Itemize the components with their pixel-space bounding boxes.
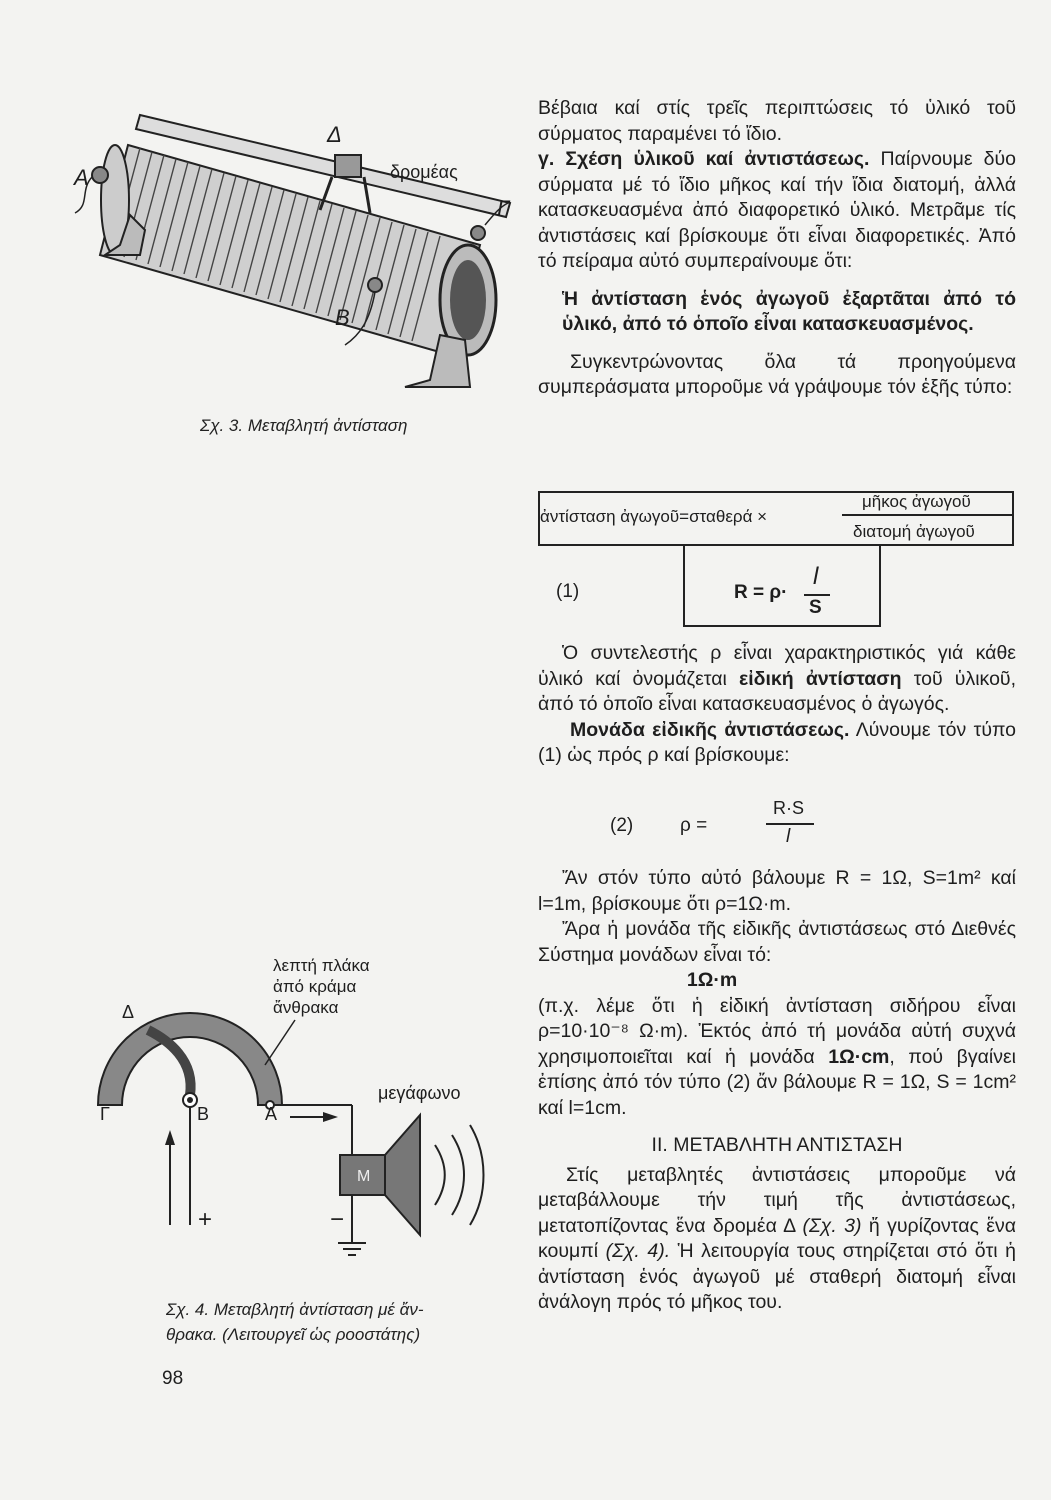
si-unit: 1Ω·m (686, 969, 738, 991)
fig4-label-delta: Δ (122, 1002, 135, 1022)
fig4-label-minus: − (330, 1206, 345, 1233)
formula-2-fraction-line (766, 823, 814, 825)
figure-4-caption: Σχ. 4. Μεταβλητή ἀντίσταση μέ ἄν- θρακα. (Λειτουργεῖ ὡς ροοστάτης) (166, 1300, 424, 1344)
conclusion-statement: Ἡ ἀντίσταση ἑνός ἀγωγοῦ ἐξαρτᾶται ἀπό τό ὑλικό, ἀπό τό ὁποῖο εἶναι κατασκευασμένος. (562, 287, 1016, 335)
page-number: 98 (162, 1368, 184, 1389)
paragraph-6: Μονάδα εἰδικῆς ἀντιστάσεως. Λύνουμε τόν τύπο (1) ὡς πρός ρ καί βρίσκουμε: (538, 718, 1017, 766)
fig4-label-m: Μ (357, 1168, 371, 1185)
figure-4-circuit-drawing (90, 995, 510, 1285)
section-heading-material: γ. Σχέση ὑλικοῦ καί ἀντιστάσεως. (538, 148, 870, 170)
figure-3-rheostat-drawing (70, 95, 530, 400)
fig3-label-beta: Β (335, 305, 350, 330)
rheostat-body (75, 115, 510, 387)
formula-1-fraction-line (804, 594, 830, 596)
formula-box-left: ἀντίσταση ἀγωγοῦ=σταθερά × (540, 507, 768, 526)
formula-1-numerator: l (813, 563, 819, 590)
fig4-label-plate: λεπτή πλάκα ἀπό κράμα ἄνθρακα (273, 956, 370, 1017)
paragraph-1: Βέβαια καί στίς τρεῖς περιπτώσεις τό ὑλικό τοῦ σύρματος παραμένει τό ἴδιο. (538, 97, 1016, 145)
formula-box-numerator: μῆκος ἀγωγοῦ (862, 492, 971, 511)
paragraph-9: (π.χ. λέμε ὅτι ἡ εἰδική ἀντίσταση σιδήρου εἶναι ρ=10·10⁻⁸ Ω·m). Ἐκτός ἀπό τή μονάδα αὐτή συχνά χρησιμοποιεῖται καί ἡ μονάδα 1Ω·cm, πού βγαίνει ἐπίσης ἀπό τόν τύπο (2) ἄν βάλουμε R = 1Ω, S = 1cm² καί l=1cm. (538, 994, 1016, 1119)
paragraph-2: γ. Σχέση ὑλικοῦ καί ἀντιστάσεως. Παίρνουμε δύο σύρματα μέ τό ἴδιο μῆκος καί τήν ἴδια διατομή, ἀλλά κατασκευασμένα ἀπό διαφορετικό ὑλικό. Μετρᾶμε τίς ἀντιστάσεις καί βρίσκουμε ὅτι εἶναι διαφορετικές. Ἀπό τό πείραμα αὐτό συμπεραίνουμε ὅτι: (538, 148, 1016, 272)
formula-1-denominator: S (809, 597, 822, 618)
fig4-label-gamma: Γ (100, 1104, 110, 1124)
paragraph-7: Ἄν στόν τύπο αὐτό βάλουμε R = 1Ω, S=1m² καί l=1m, βρίσκουμε ὅτι ρ=1Ω·m. (538, 867, 1016, 915)
fig4-label-alpha: Α (265, 1104, 278, 1124)
section-heading-variable-resistance: ΙΙ. ΜΕΤΑΒΛΗΤΗ ΑΝΤΙΣΤΑΣΗ (651, 1134, 903, 1156)
paragraph-8: Ἄρα ἡ μονάδα τῆς εἰδικῆς ἀντιστάσεως στό Διεθνές Σύστημα μονάδων εἶναι τό: (538, 918, 1016, 966)
section-heading-unit: Μονάδα εἰδικῆς ἀντιστάσεως. (570, 718, 850, 741)
formula-box-denominator: διατομή ἀγωγοῦ (853, 522, 975, 541)
paragraph-5: Ὁ συντελεστής ρ εἶναι χαρακτηριστικός γιά κάθε ὑλικό καί ὀνομάζεται εἰδική ἀντίσταση τοῦ ὑλικοῦ, ἀπό τό ὁποῖο εἶναι κατασκευασμένος ὁ ἀγωγός. (538, 642, 1016, 715)
figure-3-caption: Σχ. 3. Μεταβλητή ἀντίσταση (200, 416, 408, 435)
text-column-middle (538, 641, 1016, 769)
fig3-label-gamma: Γ (497, 196, 510, 221)
formula-1-number: (1) (556, 581, 580, 602)
fig3-label-delta: Δ (327, 122, 342, 147)
fig3-label-slider: δρομέας (390, 162, 458, 182)
fig4-label-plus: + (198, 1206, 213, 1233)
formula-2-numerator: R·S (773, 798, 804, 818)
formula-2-denominator: l (786, 826, 791, 847)
paragraph-10: Στίς μεταβλητές ἀντιστάσεις μποροῦμε νά μεταβάλλουμε τήν τιμή τῆς ἀντιστάσεως, μετατοπίζοντας ἕνα δρομέα Δ (Σχ. 3) ἤ γυρίζοντας ἕνα κουμπί (Σχ. 4). Ἡ λειτουργία τους στηρίζεται στό ὅτι ἡ ἀντίσταση ἑνός ἀγωγοῦ μέ σταθερή διατομή εἶναι ἀνάλογη πρός τό μῆκος του. (538, 1163, 1016, 1313)
fig4-label-beta: Β (197, 1104, 210, 1124)
text-column-bottom (538, 866, 1016, 1316)
formula-2-number: (2) (610, 815, 634, 836)
fig3-label-alpha: Α (74, 165, 89, 190)
formula-1-lhs: R = ρ· (734, 582, 788, 603)
text-column-top (538, 96, 1016, 401)
formula-2-lhs: ρ = (680, 815, 708, 836)
fig4-label-speaker: μεγάφωνο (378, 1083, 461, 1103)
formula-box-fraction-line (842, 514, 1014, 516)
paragraph-4: Συγκεντρώνοντας ὅλα τά προηγούμενα συμπεράσματα μποροῦμε νά γράψουμε τόν ἑξῆς τύπο: (538, 350, 1016, 398)
